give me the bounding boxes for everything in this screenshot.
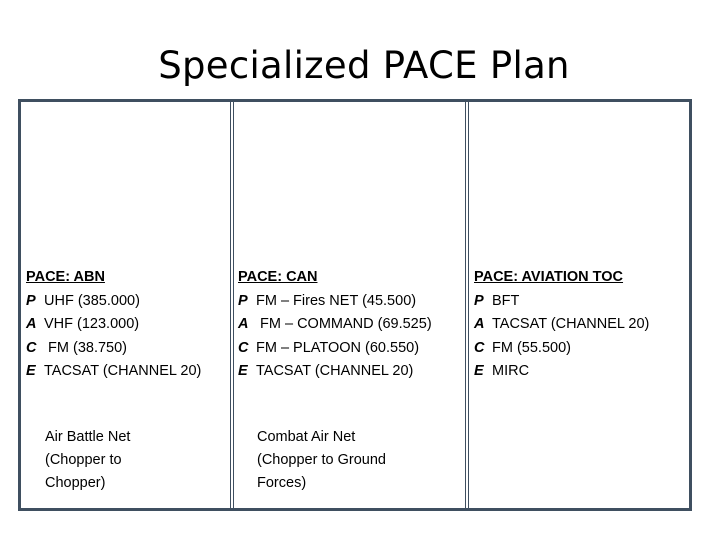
pace-row-primary bbox=[474, 290, 649, 314]
pace-letter: A bbox=[474, 316, 485, 332]
pace-letter: A bbox=[26, 316, 37, 332]
pace-letter: C bbox=[26, 339, 37, 356]
note-line: (Chopper to bbox=[45, 452, 122, 468]
pace-row-contingency bbox=[26, 337, 201, 361]
pace-value: FM (55.500) bbox=[492, 339, 571, 356]
pace-letter: E bbox=[26, 363, 36, 379]
pace-row-primary bbox=[238, 290, 432, 314]
pace-value: TACSAT (CHANNEL 20) bbox=[44, 363, 202, 379]
pace-value: TACSAT (CHANNEL 20) bbox=[256, 363, 414, 379]
column-header: PACE: AVIATION TOC bbox=[474, 269, 624, 285]
pace-row-emergency bbox=[474, 360, 649, 384]
pace-value: TACSAT (CHANNEL 20) bbox=[492, 316, 650, 332]
pace-column-can bbox=[238, 266, 432, 384]
note-line: Combat Air Net bbox=[257, 429, 356, 445]
pace-row-primary bbox=[26, 290, 201, 314]
pace-column-abn bbox=[26, 266, 201, 384]
pace-letter: P bbox=[238, 292, 248, 309]
pace-letter: A bbox=[238, 316, 249, 332]
pace-row-emergency bbox=[238, 360, 432, 384]
pace-value: MIRC bbox=[492, 363, 530, 379]
pace-letter: P bbox=[474, 292, 484, 309]
pace-row-alternate bbox=[474, 313, 649, 337]
pace-letter: C bbox=[238, 339, 249, 356]
pace-value: FM – COMMAND (69.525) bbox=[256, 316, 432, 332]
pace-column-aviation-toc bbox=[474, 266, 649, 384]
column-header: PACE: ABN bbox=[26, 269, 105, 285]
pace-row-alternate bbox=[26, 313, 201, 337]
pace-value: FM – Fires NET (45.500) bbox=[256, 292, 417, 309]
column-header: PACE: CAN bbox=[238, 269, 318, 285]
pace-row-emergency bbox=[26, 360, 201, 384]
column-divider bbox=[465, 102, 469, 508]
note-line: Air Battle Net bbox=[45, 429, 131, 445]
pace-value: UHF (385.000) bbox=[44, 292, 140, 309]
pace-row-contingency bbox=[238, 337, 432, 361]
pace-value: VHF (123.000) bbox=[44, 316, 140, 332]
note-line: (Chopper to Ground bbox=[257, 452, 386, 468]
net-description-abn bbox=[45, 426, 195, 495]
column-divider bbox=[230, 102, 234, 508]
pace-table bbox=[18, 99, 692, 511]
slide-title: Specialized PACE Plan bbox=[158, 44, 570, 87]
pace-row-contingency bbox=[474, 337, 649, 361]
net-description-can bbox=[257, 426, 437, 495]
note-line: Forces) bbox=[257, 475, 307, 491]
pace-value: BFT bbox=[492, 292, 520, 309]
pace-letter: P bbox=[26, 292, 36, 309]
pace-row-alternate bbox=[238, 313, 432, 337]
pace-letter: E bbox=[238, 363, 248, 379]
pace-letter: C bbox=[474, 339, 485, 356]
pace-value: FM – PLATOON (60.550) bbox=[256, 339, 420, 356]
note-line: Chopper) bbox=[45, 475, 106, 491]
pace-letter: E bbox=[474, 363, 484, 379]
pace-value: FM (38.750) bbox=[44, 339, 127, 356]
